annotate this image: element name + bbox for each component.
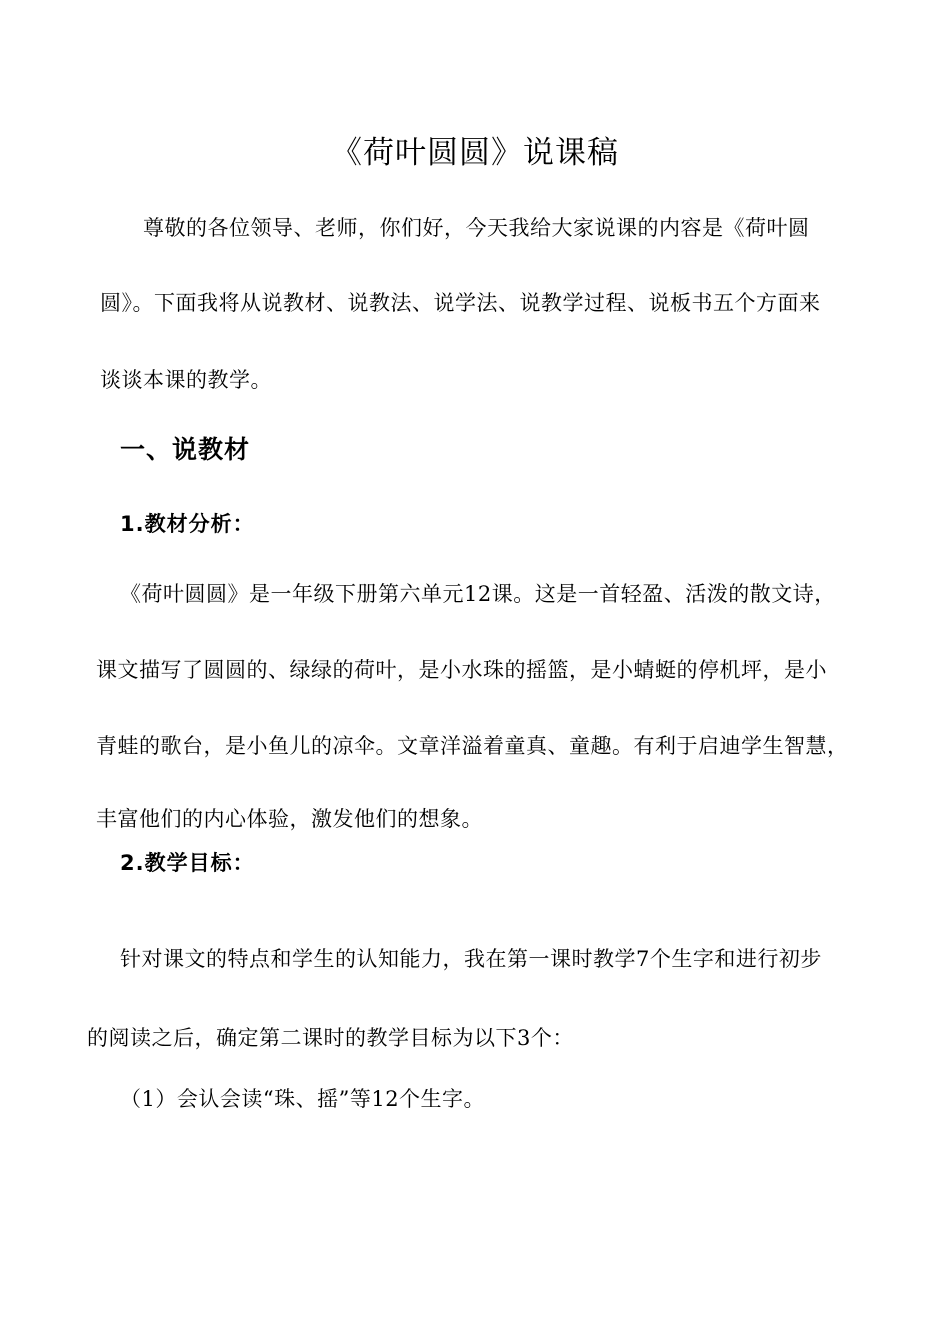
subsection-heading-analysis: 1.教材分析： xyxy=(120,512,255,536)
intro-line-1: 尊敬的各位领导、老师，你们好，今天我给大家说课的内容是《荷叶圆 xyxy=(143,216,810,240)
section-heading-textbook: 一、说教材 xyxy=(120,435,251,464)
intro-line-3: 谈谈本课的教学。 xyxy=(100,368,272,392)
analysis-line-4: 丰富他们的内心体验，激发他们的想象。 xyxy=(96,807,483,831)
analysis-line-3: 青蛙的歌台，是小鱼儿的凉伞。文章洋溢着童真、童趣。有利于启迪学生智慧， xyxy=(96,734,849,758)
document-title: 《荷叶圆圆》说课稿 xyxy=(331,135,619,171)
analysis-line-2: 课文描写了圆圆的、绿绿的荷叶，是小水珠的摇篮，是小蜻蜓的停机坪，是小 xyxy=(96,658,827,682)
subsection-heading-objectives: 2.教学目标： xyxy=(120,851,255,875)
objectives-line-3: （1）会认会读“珠、摇”等12个生字。 xyxy=(120,1087,486,1111)
intro-line-2: 圆》。下面我将从说教材、说教法、说学法、说教学过程、说板书五个方面来 xyxy=(100,291,821,315)
objectives-line-1: 针对课文的特点和学生的认知能力，我在第一课时教学7个生字和进行初步 xyxy=(120,947,822,971)
analysis-line-1: 《荷叶圆圆》是一年级下册第六单元12课。这是一首轻盈、活泼的散文诗， xyxy=(120,582,836,606)
objectives-line-2: 的阅读之后，确定第二课时的教学目标为以下3个： xyxy=(87,1026,574,1050)
